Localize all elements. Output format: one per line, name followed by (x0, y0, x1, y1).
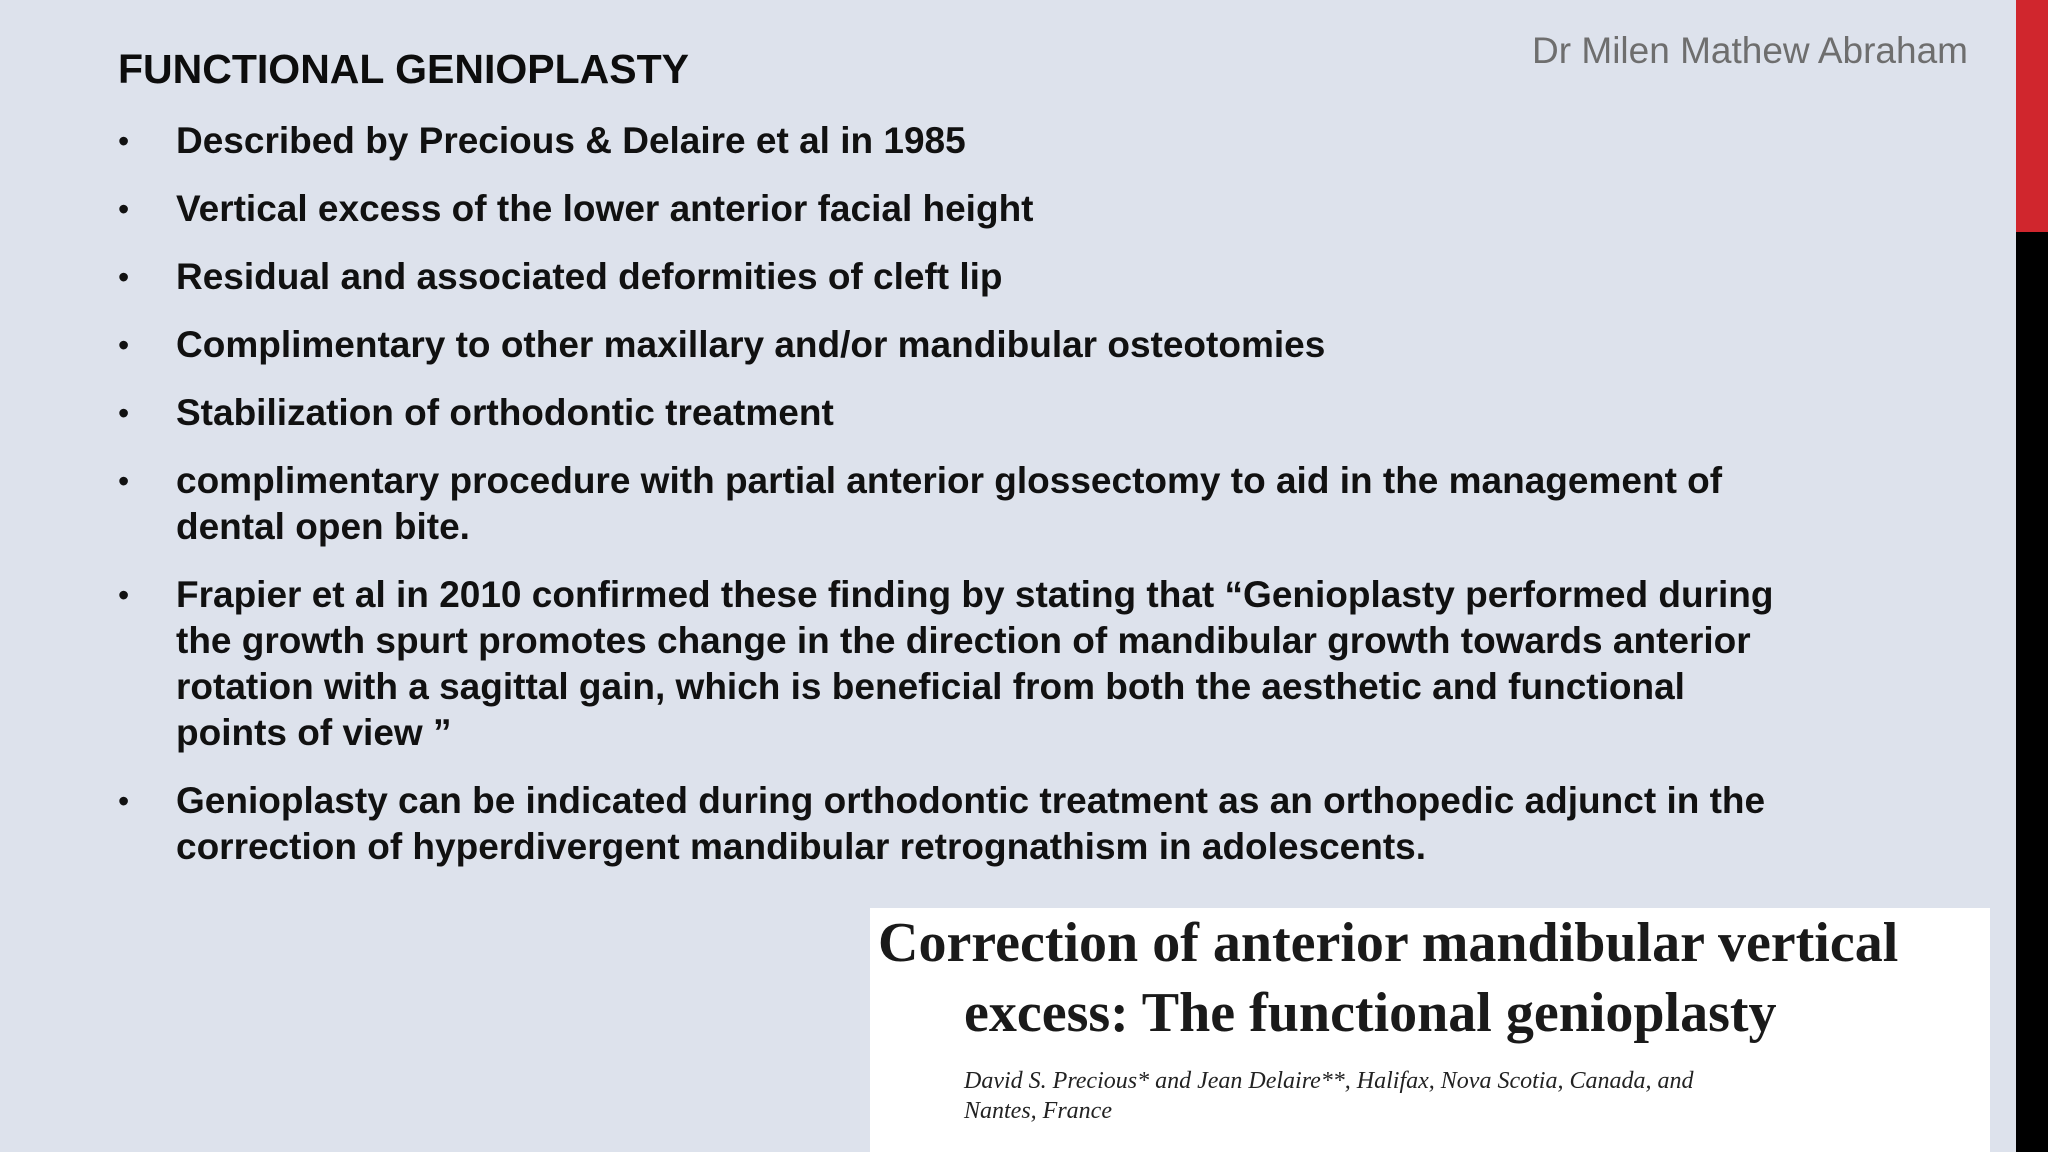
right-accent-bar (2016, 0, 2048, 1152)
paper-title-excerpt-image (870, 908, 1990, 1152)
bullet-text: Stabilization of orthodontic treatment (176, 392, 834, 433)
bullet-text: Vertical excess of the lower anterior facial height (176, 188, 1034, 229)
bullet-text: complimentary procedure with partial anterior glossectomy to aid in the management of dental open bite. (176, 460, 1723, 547)
paper-authors (964, 1066, 1924, 1126)
paper-authors-line-1: David S. Precious* and Jean Delaire**, Halifax, Nova Scotia, Canada, and (964, 1068, 1694, 1094)
bullet-item (118, 254, 1798, 300)
paper-authors-line-2: Nantes, France (964, 1098, 1112, 1124)
bullet-dot-icon: • (118, 191, 130, 227)
bullet-item (118, 778, 1798, 870)
bullet-item (118, 390, 1798, 436)
bullet-item (118, 458, 1798, 550)
bullet-dot-icon: • (118, 783, 130, 819)
bullet-text: Residual and associated deformities of cleft lip (176, 256, 1003, 297)
slide-title: FUNCTIONAL GENIOPLASTY (118, 46, 689, 92)
bullet-dot-icon: • (118, 395, 130, 431)
bullet-dot-icon: • (118, 123, 130, 159)
bullet-text: Complimentary to other maxillary and/or mandibular osteotomies (176, 324, 1326, 365)
accent-black-segment (2016, 232, 2048, 1152)
bullet-dot-icon: • (118, 577, 130, 613)
bullet-dot-icon: • (118, 463, 130, 499)
bullet-text: Frapier et al in 2010 confirmed these finding by stating that “Genioplasty performed during the growth spurt promotes change in the direction of mandibular growth towards anterior rotation with a sagittal gain, which is beneficial from both the aesthetic and functional points of view ” (176, 574, 1774, 753)
bullet-dot-icon: • (118, 259, 130, 295)
accent-red-segment (2016, 0, 2048, 232)
author-name: Dr Milen Mathew Abraham (1532, 30, 1968, 71)
bullet-item (118, 572, 1798, 756)
bullet-item (118, 186, 1798, 232)
paper-title-line-1: Correction of anterior mandibular vertical (878, 912, 1899, 974)
bullet-list (118, 118, 1798, 892)
bullet-item (118, 322, 1798, 368)
paper-title (878, 908, 1982, 1048)
bullet-dot-icon: • (118, 327, 130, 363)
bullet-item (118, 118, 1798, 164)
paper-title-line-2: excess: The functional genioplasty (964, 982, 1777, 1044)
bullet-text: Genioplasty can be indicated during orthodontic treatment as an orthopedic adjunct in the correction of hyperdivergent mandibular retrognathism in adolescents. (176, 780, 1766, 867)
bullet-text: Described by Precious & Delaire et al in 1985 (176, 120, 966, 161)
